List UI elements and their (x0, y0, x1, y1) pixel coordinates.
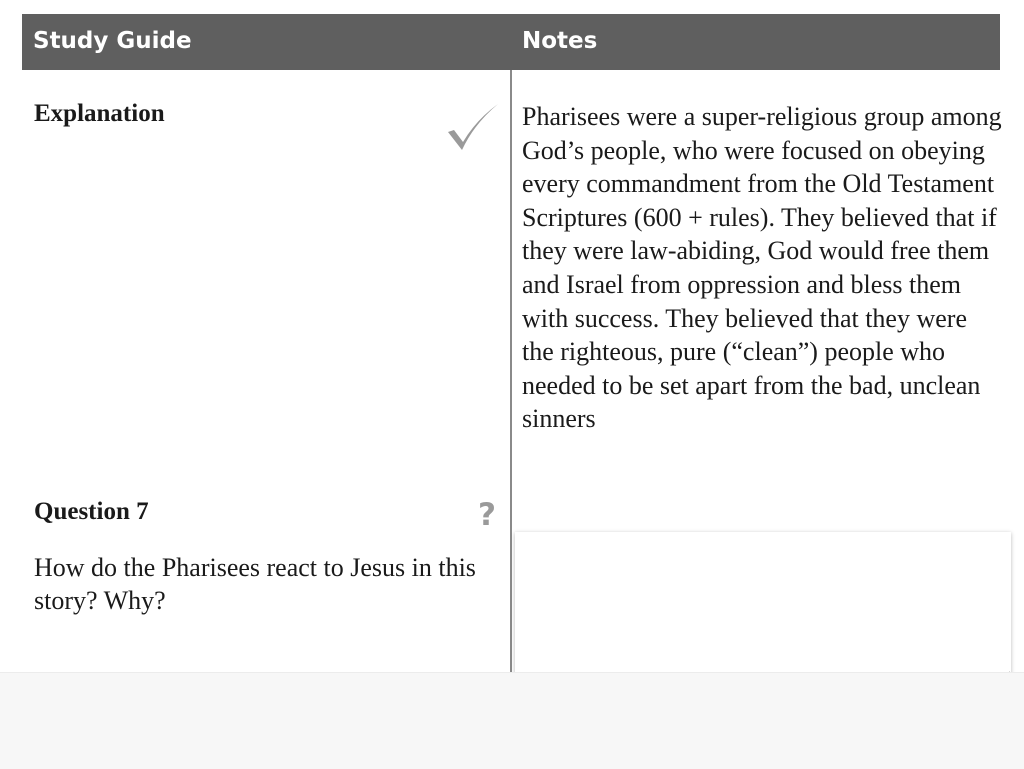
question-text: How do the Pharisees react to Jesus in this story? Why? (34, 553, 476, 615)
explanation-notes-text: Pharisees were a super-religious group among God’s people, who were focused on obeying every commandment from the Old Testament Scriptures (600 + rules). They believed that if they were law-abiding, God would free them and Israel from oppression and bless them with success. They believed that they were the righteous, pure (“clean”) people who needed to be set apart from the bad, unclean sinners (522, 102, 1002, 434)
question-notes-input[interactable] (515, 532, 1011, 680)
question-heading: Question 7 (34, 498, 149, 525)
bottom-panel (0, 672, 1024, 769)
question-mark-icon: ? (478, 497, 496, 533)
study-guide-header (22, 14, 1000, 70)
study-guide-title: Study Guide (33, 28, 192, 54)
explanation-heading: Explanation (34, 100, 165, 127)
column-divider (510, 70, 512, 672)
notes-title: Notes (522, 28, 598, 54)
checkmark-icon (444, 102, 500, 159)
